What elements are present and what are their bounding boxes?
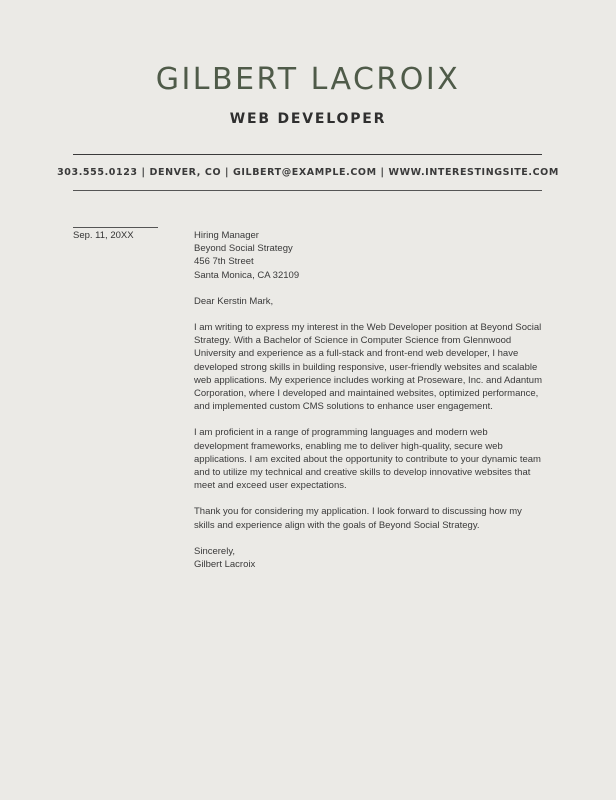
recipient-line: Santa Monica, CA 32109 bbox=[194, 269, 300, 281]
job-title: WEB DEVELOPER bbox=[229, 111, 387, 127]
signature-name: Gilbert Lacroix bbox=[194, 559, 256, 571]
closing: Sincerely, bbox=[194, 545, 236, 557]
header-divider-bottom bbox=[73, 190, 542, 191]
recipient-address bbox=[194, 229, 544, 282]
body-paragraph: I am writing to express my interest in the Web Developer position at Beyond Social Strategy. With a Bachelor of Science in Computer Science from Glennwood University and experience as a full-stack and front-end web developer, I have developed strong skills in building responsive, user-friendly websites and scalable web applications. My experience includes working at Proseware, Inc. and Adantum Corporation, where I developed and maintained websites, optimized performance, and implemented custom CMS solutions to enhance user engagement. bbox=[194, 322, 542, 413]
salutation: Dear Kerstin Mark, bbox=[194, 295, 274, 307]
recipient-line: Beyond Social Strategy bbox=[194, 243, 293, 255]
date-divider bbox=[73, 227, 158, 228]
contact-line: 303.555.0123 | DENVER, CO | GILBERT@EXAMPLE.COM | WWW.INTERESTINGSITE.COM bbox=[57, 167, 559, 178]
recipient-line: 456 7th Street bbox=[194, 256, 254, 268]
applicant-name: GILBERT LACROIX bbox=[155, 62, 461, 97]
header-divider-top bbox=[73, 154, 542, 155]
body-paragraph: I am proficient in a range of programming languages and modern web development frameworks, enabling me to deliver high-quality, secure web applications. I am excited about the opportunity to contribute to your dynamic team and to utilize my technical and creative skills to develop innovative websites that meet and exceed user expectations. bbox=[194, 427, 541, 492]
letter-body bbox=[194, 229, 544, 571]
letter-date: Sep. 11, 20XX bbox=[73, 230, 134, 241]
recipient-line: Hiring Manager bbox=[194, 230, 259, 241]
body-paragraph: Thank you for considering my application. I look forward to discussing how my skills and experience align with the goals of Beyond Social Strategy. bbox=[194, 506, 522, 531]
